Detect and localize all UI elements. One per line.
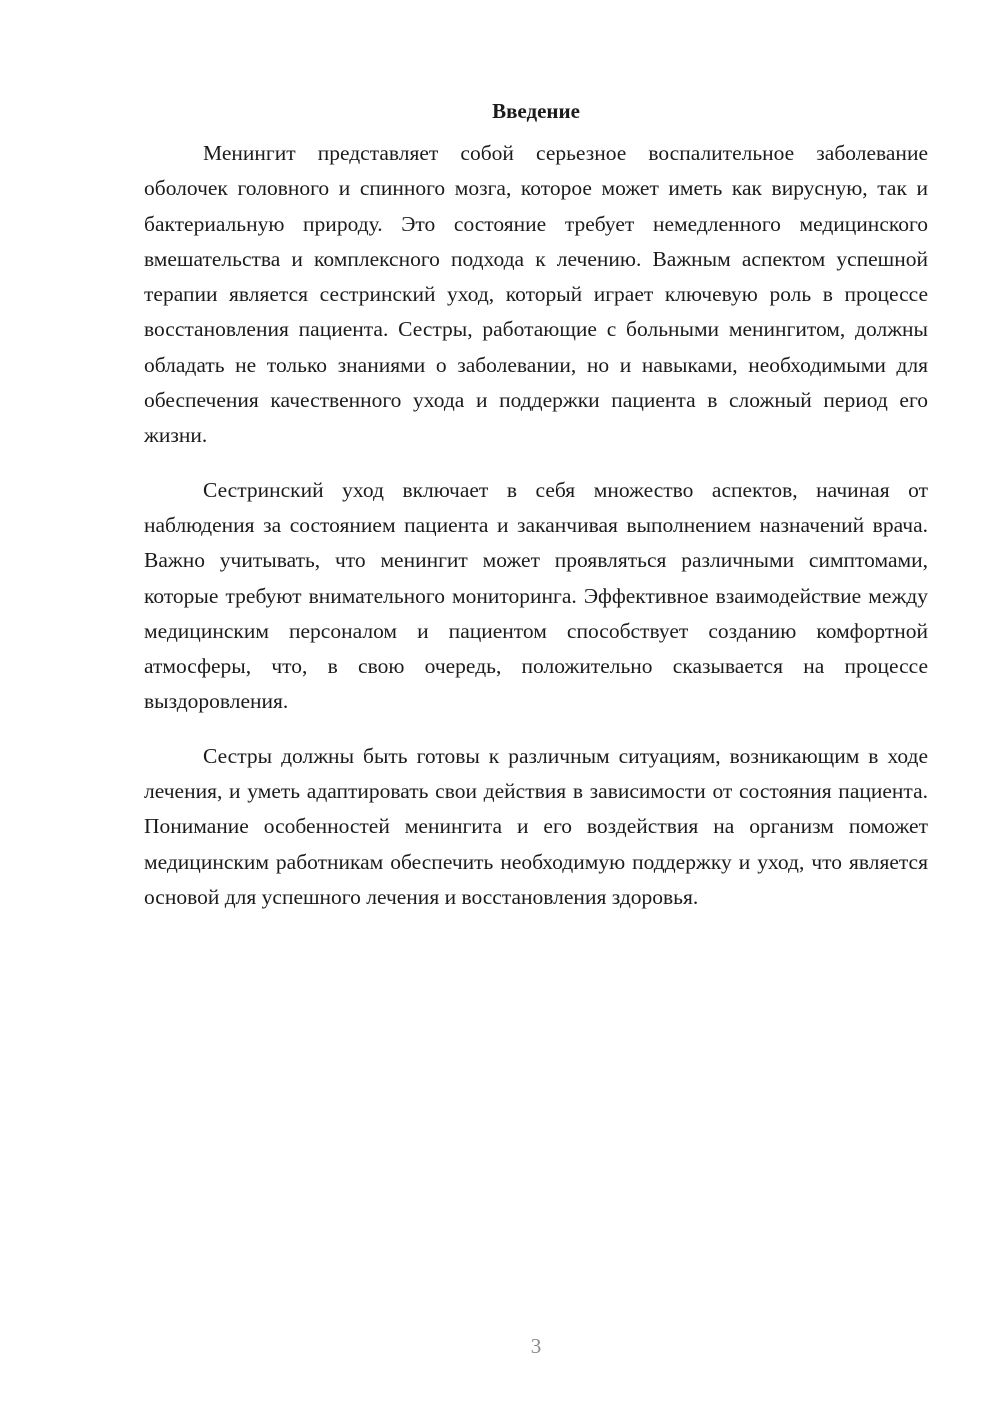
page-content (144, 96, 928, 934)
paragraph-3: Сестры должны быть готовы к различным ситуациям, возникающим в ходе лечения, и уметь адаптировать свои действия в зависимости от состояния пациента. Понимание особенностей менингита и его воздействия на организм поможет медицинским работникам обеспечить необходимую поддержку и уход, что является основой для успешного лечения и восстановления здоровья. (144, 743, 928, 909)
page-number: 3 (530, 1334, 542, 1358)
section-heading: Введение (492, 99, 580, 123)
paragraph-1: Менингит представляет собой серьезное воспалительное заболевание оболочек головного и спинного мозга, которое может иметь как вирусную, так и бактериальную природу. Это состояние требует немедленного медицинского вмешательства и комплексного подхода к лечению. Важным аспектом успешной терапии является сестринский уход, который играет ключевую роль в процессе восстановления пациента. Сестры, работающие с больными менингитом, должны обладать не только знаниями о заболевании, но и навыками, необходимыми для обеспечения качественного ухода и поддержки пациента в сложный период его жизни. (144, 141, 928, 448)
paragraph-2: Сестринский уход включает в себя множество аспектов, начиная от наблюдения за состоянием пациента и заканчивая выполнением назначений врача. Важно учитывать, что менингит может проявляться различными симптомами, которые требуют внимательного мониторинга. Эффективное взаимодействие между медицинским персоналом и пациентом способствует созданию комфортной атмосферы, что, в свою очередь, положительно сказывается на процессе выздоровления. (144, 477, 928, 714)
